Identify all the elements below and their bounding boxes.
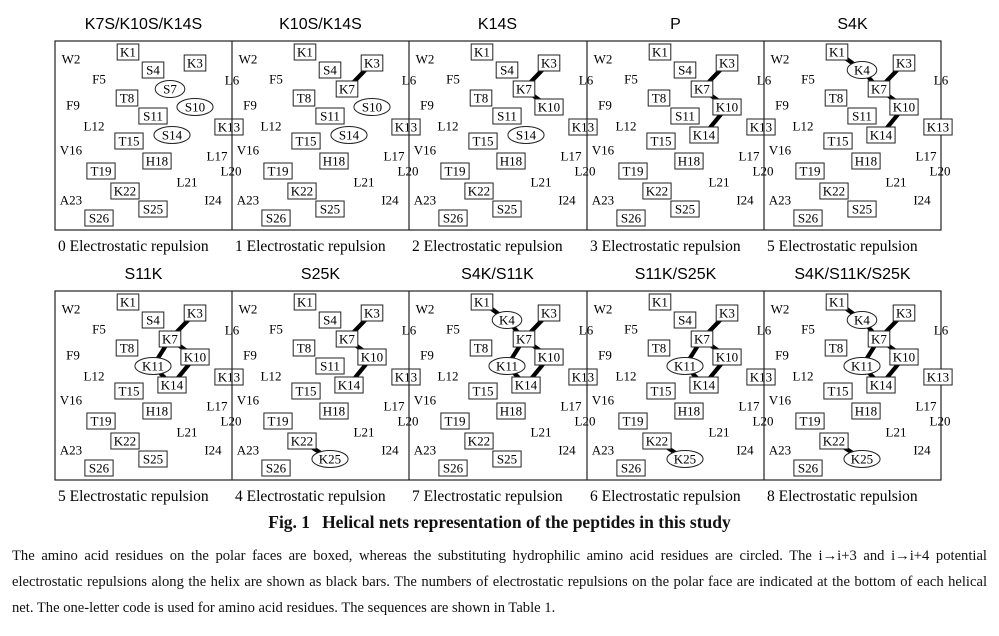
residue-k3: K3 bbox=[719, 55, 735, 71]
residue-t8: T8 bbox=[828, 90, 844, 106]
residue-f5: F5 bbox=[624, 321, 638, 337]
helical-net-panel bbox=[409, 16, 597, 255]
residue-t8: T8 bbox=[119, 90, 135, 106]
residue-a23: A23 bbox=[59, 192, 83, 208]
residue-s4: S4 bbox=[146, 62, 160, 78]
residue-k1: K1 bbox=[829, 44, 845, 60]
residue-l20: L20 bbox=[397, 163, 419, 179]
residue-v16: V16 bbox=[236, 392, 260, 408]
residue-k14: K14 bbox=[869, 377, 893, 393]
residue-w2: W2 bbox=[238, 301, 258, 317]
residue-f9: F9 bbox=[420, 97, 434, 113]
panel-title: S25K bbox=[300, 266, 341, 283]
residue-w2: W2 bbox=[593, 51, 613, 67]
residue-t19: T19 bbox=[267, 163, 289, 179]
residue-k3: K3 bbox=[541, 305, 557, 321]
residue-k11: K11 bbox=[142, 358, 164, 374]
residue-t15: T15 bbox=[118, 383, 140, 399]
residue-k4: K4 bbox=[854, 62, 870, 78]
residue-t8: T8 bbox=[473, 340, 489, 356]
residue-t8: T8 bbox=[651, 90, 667, 106]
helical-net-panel bbox=[232, 266, 420, 505]
residue-l21: L21 bbox=[530, 424, 552, 440]
residue-i24: I24 bbox=[558, 192, 576, 208]
residue-k10: K10 bbox=[360, 349, 384, 365]
residue-t19: T19 bbox=[622, 163, 644, 179]
residue-k3: K3 bbox=[187, 55, 203, 71]
residue-s10: S10 bbox=[361, 99, 383, 115]
helical-net-panel bbox=[764, 16, 952, 255]
residue-k22: K22 bbox=[467, 433, 491, 449]
residue-l17: L17 bbox=[738, 148, 760, 164]
residue-t8: T8 bbox=[473, 90, 489, 106]
residue-l12: L12 bbox=[83, 118, 105, 134]
residue-k7: K7 bbox=[162, 331, 178, 347]
residue-h18: H18 bbox=[854, 403, 878, 419]
residue-h18: H18 bbox=[677, 403, 701, 419]
residue-s7: S7 bbox=[163, 81, 177, 97]
residue-s26: S26 bbox=[88, 460, 110, 476]
residue-s25: S25 bbox=[496, 451, 518, 467]
residue-k7: K7 bbox=[516, 81, 532, 97]
residue-k10: K10 bbox=[537, 349, 561, 365]
residue-l21: L21 bbox=[176, 424, 198, 440]
residue-l20: L20 bbox=[929, 163, 951, 179]
repulsion-count: 3 Electrostatic repulsion bbox=[590, 238, 741, 255]
residue-l12: L12 bbox=[260, 118, 282, 134]
residue-k1: K1 bbox=[120, 294, 136, 310]
residue-k10: K10 bbox=[892, 349, 916, 365]
residue-k25: K25 bbox=[850, 451, 874, 467]
residue-t15: T15 bbox=[650, 383, 672, 399]
residue-s26: S26 bbox=[265, 210, 287, 226]
repulsion-count: 7 Electrostatic repulsion bbox=[412, 488, 563, 505]
repulsion-count: 1 Electrostatic repulsion bbox=[235, 238, 386, 255]
residue-s26: S26 bbox=[88, 210, 110, 226]
residue-l17: L17 bbox=[206, 398, 228, 414]
residue-k22: K22 bbox=[113, 183, 137, 199]
residue-l21: L21 bbox=[530, 174, 552, 190]
helical-net-panel bbox=[587, 16, 775, 255]
residue-k14: K14 bbox=[160, 377, 184, 393]
residue-s25: S25 bbox=[851, 201, 873, 217]
residue-k13: K13 bbox=[394, 119, 418, 135]
residue-l21: L21 bbox=[708, 174, 730, 190]
residue-s26: S26 bbox=[265, 460, 287, 476]
residue-l6: L6 bbox=[224, 322, 240, 338]
residue-l20: L20 bbox=[220, 163, 242, 179]
residue-l20: L20 bbox=[397, 413, 419, 429]
residue-l21: L21 bbox=[885, 424, 907, 440]
residue-t19: T19 bbox=[622, 413, 644, 429]
residue-l21: L21 bbox=[353, 174, 375, 190]
residue-k22: K22 bbox=[467, 183, 491, 199]
residue-k13: K13 bbox=[749, 119, 773, 135]
residue-k7: K7 bbox=[339, 331, 355, 347]
residue-k14: K14 bbox=[514, 377, 538, 393]
residue-k22: K22 bbox=[290, 183, 314, 199]
residue-s4: S4 bbox=[678, 312, 692, 328]
residue-k7: K7 bbox=[694, 81, 710, 97]
residue-k13: K13 bbox=[926, 369, 950, 385]
residue-k22: K22 bbox=[822, 183, 846, 199]
residue-k10: K10 bbox=[715, 99, 739, 115]
residue-t15: T15 bbox=[472, 133, 494, 149]
residue-w2: W2 bbox=[770, 51, 790, 67]
helical-net-panel bbox=[764, 266, 952, 505]
residue-s25: S25 bbox=[319, 201, 341, 217]
residue-t19: T19 bbox=[799, 163, 821, 179]
helical-net-panel bbox=[232, 16, 420, 255]
residue-t19: T19 bbox=[444, 413, 466, 429]
residue-s4: S4 bbox=[678, 62, 692, 78]
residue-a23: A23 bbox=[236, 442, 260, 458]
residue-t8: T8 bbox=[828, 340, 844, 356]
residue-s26: S26 bbox=[442, 460, 464, 476]
residue-k1: K1 bbox=[297, 44, 313, 60]
residue-w2: W2 bbox=[61, 301, 81, 317]
residue-k7: K7 bbox=[694, 331, 710, 347]
residue-l20: L20 bbox=[574, 413, 596, 429]
residue-k14: K14 bbox=[869, 127, 893, 143]
repulsion-count: 8 Electrostatic repulsion bbox=[767, 488, 918, 505]
repulsion-count: 4 Electrostatic repulsion bbox=[235, 488, 386, 505]
residue-w2: W2 bbox=[415, 51, 435, 67]
residue-f5: F5 bbox=[801, 321, 815, 337]
residue-k3: K3 bbox=[896, 55, 912, 71]
repulsion-count: 0 Electrostatic repulsion bbox=[58, 238, 209, 255]
residue-l6: L6 bbox=[401, 72, 417, 88]
residue-w2: W2 bbox=[593, 301, 613, 317]
residue-l6: L6 bbox=[224, 72, 240, 88]
residue-l12: L12 bbox=[437, 118, 459, 134]
residue-s11: S11 bbox=[675, 108, 695, 124]
figure-caption: The amino acid residues on the polar faces are boxed, whereas the substituting hydrophilic amino acid residues are circled. The i→i+3 and i→i+4 potential electrostatic repulsions along the helix are shown as black bars. The numbers of electrostatic repulsions on the polar face are indicated at the bottom of each helical net. The one-letter code is used for amino acid residues. The sequences are shown in Table 1. bbox=[12, 548, 987, 616]
residue-s10: S10 bbox=[184, 99, 206, 115]
residue-h18: H18 bbox=[499, 403, 523, 419]
residue-l21: L21 bbox=[176, 174, 198, 190]
residue-k14: K14 bbox=[692, 377, 716, 393]
residue-l17: L17 bbox=[383, 398, 405, 414]
residue-k1: K1 bbox=[120, 44, 136, 60]
residue-h18: H18 bbox=[322, 403, 346, 419]
residue-k3: K3 bbox=[719, 305, 735, 321]
residue-k25: K25 bbox=[673, 451, 697, 467]
residue-l21: L21 bbox=[353, 424, 375, 440]
residue-l12: L12 bbox=[437, 368, 459, 384]
residue-h18: H18 bbox=[499, 153, 523, 169]
residue-f5: F5 bbox=[269, 71, 283, 87]
residue-w2: W2 bbox=[61, 51, 81, 67]
residue-v16: V16 bbox=[413, 392, 437, 408]
residue-k3: K3 bbox=[187, 305, 203, 321]
residue-s4: S4 bbox=[500, 62, 514, 78]
residue-k22: K22 bbox=[645, 433, 669, 449]
residue-s11: S11 bbox=[320, 108, 340, 124]
residue-t19: T19 bbox=[90, 413, 112, 429]
residue-v16: V16 bbox=[59, 392, 83, 408]
residue-t8: T8 bbox=[119, 340, 135, 356]
residue-l20: L20 bbox=[574, 163, 596, 179]
residue-f9: F9 bbox=[66, 347, 80, 363]
residue-t15: T15 bbox=[118, 133, 140, 149]
residue-f5: F5 bbox=[801, 71, 815, 87]
residue-l17: L17 bbox=[206, 148, 228, 164]
residue-f9: F9 bbox=[775, 97, 789, 113]
residue-f5: F5 bbox=[269, 321, 283, 337]
residue-k10: K10 bbox=[715, 349, 739, 365]
residue-a23: A23 bbox=[591, 442, 615, 458]
residue-k3: K3 bbox=[364, 55, 380, 71]
residue-i24: I24 bbox=[736, 442, 754, 458]
residue-l6: L6 bbox=[756, 322, 772, 338]
residue-i24: I24 bbox=[204, 442, 222, 458]
residue-v16: V16 bbox=[236, 142, 260, 158]
residue-l21: L21 bbox=[708, 424, 730, 440]
residue-l17: L17 bbox=[738, 398, 760, 414]
residue-k11: K11 bbox=[496, 358, 518, 374]
residue-k7: K7 bbox=[339, 81, 355, 97]
residue-l6: L6 bbox=[578, 72, 594, 88]
residue-t15: T15 bbox=[827, 383, 849, 399]
residue-k13: K13 bbox=[571, 119, 595, 135]
residue-k11: K11 bbox=[674, 358, 696, 374]
figure-label: Fig. 1 bbox=[268, 512, 311, 532]
panel-title: K14S bbox=[477, 16, 518, 33]
residue-f5: F5 bbox=[624, 71, 638, 87]
residue-k14: K14 bbox=[692, 127, 716, 143]
residue-k22: K22 bbox=[645, 183, 669, 199]
repulsion-count: 5 Electrostatic repulsion bbox=[767, 238, 918, 255]
residue-a23: A23 bbox=[591, 192, 615, 208]
residue-i24: I24 bbox=[381, 442, 399, 458]
residue-v16: V16 bbox=[768, 142, 792, 158]
residue-l17: L17 bbox=[383, 148, 405, 164]
figure-title-text: Helical nets representation of the peptides in this study bbox=[322, 512, 731, 532]
residue-s4: S4 bbox=[323, 62, 337, 78]
residue-s14: S14 bbox=[515, 127, 537, 143]
panel-title: K10S/K14S bbox=[279, 16, 362, 33]
residue-k1: K1 bbox=[297, 294, 313, 310]
residue-a23: A23 bbox=[59, 442, 83, 458]
residue-t8: T8 bbox=[651, 340, 667, 356]
residue-a23: A23 bbox=[413, 192, 437, 208]
residue-l12: L12 bbox=[615, 368, 637, 384]
figure-title bbox=[0, 512, 999, 533]
helical-net-panel bbox=[58, 266, 243, 505]
residue-t15: T15 bbox=[295, 383, 317, 399]
residue-l6: L6 bbox=[578, 322, 594, 338]
residue-i24: I24 bbox=[558, 442, 576, 458]
residue-k10: K10 bbox=[183, 349, 207, 365]
residue-s26: S26 bbox=[797, 210, 819, 226]
residue-f9: F9 bbox=[420, 347, 434, 363]
residue-l20: L20 bbox=[752, 413, 774, 429]
residue-k1: K1 bbox=[474, 44, 490, 60]
residue-i24: I24 bbox=[913, 192, 931, 208]
repulsion-count: 2 Electrostatic repulsion bbox=[412, 238, 563, 255]
residue-t19: T19 bbox=[444, 163, 466, 179]
panel-title: K7S/K10S/K14S bbox=[84, 16, 203, 33]
residue-k1: K1 bbox=[652, 294, 668, 310]
residue-t19: T19 bbox=[90, 163, 112, 179]
residue-l20: L20 bbox=[220, 413, 242, 429]
residue-l17: L17 bbox=[915, 148, 937, 164]
residue-v16: V16 bbox=[591, 392, 615, 408]
residue-k11: K11 bbox=[851, 358, 873, 374]
residue-l12: L12 bbox=[792, 118, 814, 134]
residue-f9: F9 bbox=[598, 347, 612, 363]
residue-s4: S4 bbox=[146, 312, 160, 328]
residue-s11: S11 bbox=[143, 108, 163, 124]
residue-i24: I24 bbox=[913, 442, 931, 458]
residue-v16: V16 bbox=[59, 142, 83, 158]
residue-l12: L12 bbox=[792, 368, 814, 384]
residue-f5: F5 bbox=[446, 71, 460, 87]
residue-l6: L6 bbox=[401, 322, 417, 338]
residue-s11: S11 bbox=[497, 108, 517, 124]
residue-f9: F9 bbox=[66, 97, 80, 113]
helical-net-panel bbox=[587, 266, 775, 505]
residue-l17: L17 bbox=[915, 398, 937, 414]
helical-net-panel bbox=[409, 266, 597, 505]
residue-k13: K13 bbox=[571, 369, 595, 385]
residue-h18: H18 bbox=[145, 403, 169, 419]
residue-k1: K1 bbox=[474, 294, 490, 310]
residue-k13: K13 bbox=[217, 369, 241, 385]
residue-k13: K13 bbox=[394, 369, 418, 385]
residue-s25: S25 bbox=[496, 201, 518, 217]
residue-f5: F5 bbox=[446, 321, 460, 337]
residue-k13: K13 bbox=[926, 119, 950, 135]
residue-s14: S14 bbox=[338, 127, 360, 143]
residue-k14: K14 bbox=[337, 377, 361, 393]
helical-net-panel bbox=[58, 16, 243, 255]
residue-w2: W2 bbox=[415, 301, 435, 317]
residue-k22: K22 bbox=[822, 433, 846, 449]
residue-l6: L6 bbox=[933, 322, 949, 338]
residue-k7: K7 bbox=[516, 331, 532, 347]
residue-f5: F5 bbox=[92, 321, 106, 337]
residue-k13: K13 bbox=[217, 119, 241, 135]
residue-i24: I24 bbox=[204, 192, 222, 208]
residue-k3: K3 bbox=[896, 305, 912, 321]
residue-l6: L6 bbox=[933, 72, 949, 88]
residue-s14: S14 bbox=[161, 127, 183, 143]
residue-l12: L12 bbox=[615, 118, 637, 134]
residue-k22: K22 bbox=[290, 433, 314, 449]
panel-title: S4K bbox=[837, 16, 868, 33]
residue-a23: A23 bbox=[768, 192, 792, 208]
panel-title: S11K/S25K bbox=[634, 266, 717, 283]
residue-k25: K25 bbox=[318, 451, 342, 467]
residue-k7: K7 bbox=[871, 331, 887, 347]
residue-l20: L20 bbox=[929, 413, 951, 429]
residue-i24: I24 bbox=[736, 192, 754, 208]
residue-s26: S26 bbox=[797, 460, 819, 476]
residue-v16: V16 bbox=[768, 392, 792, 408]
residue-l12: L12 bbox=[83, 368, 105, 384]
panel-title: P bbox=[670, 16, 681, 33]
residue-v16: V16 bbox=[591, 142, 615, 158]
residue-t15: T15 bbox=[827, 133, 849, 149]
residue-s11: S11 bbox=[320, 358, 340, 374]
residue-k3: K3 bbox=[541, 55, 557, 71]
residue-k4: K4 bbox=[854, 312, 870, 328]
residue-f5: F5 bbox=[92, 71, 106, 87]
residue-l17: L17 bbox=[560, 148, 582, 164]
residue-f9: F9 bbox=[243, 97, 257, 113]
residue-s25: S25 bbox=[142, 451, 164, 467]
residue-s26: S26 bbox=[620, 460, 642, 476]
repulsion-count: 6 Electrostatic repulsion bbox=[590, 488, 741, 505]
residue-s11: S11 bbox=[852, 108, 872, 124]
residue-h18: H18 bbox=[854, 153, 878, 169]
residue-t19: T19 bbox=[267, 413, 289, 429]
residue-a23: A23 bbox=[413, 442, 437, 458]
residue-l20: L20 bbox=[752, 163, 774, 179]
repulsion-count: 5 Electrostatic repulsion bbox=[58, 488, 209, 505]
residue-k10: K10 bbox=[537, 99, 561, 115]
residue-k22: K22 bbox=[113, 433, 137, 449]
figure-caption-block bbox=[0, 512, 999, 621]
residue-w2: W2 bbox=[770, 301, 790, 317]
residue-f9: F9 bbox=[598, 97, 612, 113]
residue-a23: A23 bbox=[236, 192, 260, 208]
residue-h18: H18 bbox=[677, 153, 701, 169]
residue-l21: L21 bbox=[885, 174, 907, 190]
residue-s25: S25 bbox=[674, 201, 696, 217]
residue-s25: S25 bbox=[142, 201, 164, 217]
panel-title: S11K bbox=[124, 266, 163, 283]
residue-l17: L17 bbox=[560, 398, 582, 414]
residue-k3: K3 bbox=[364, 305, 380, 321]
residue-h18: H18 bbox=[322, 153, 346, 169]
residue-k7: K7 bbox=[871, 81, 887, 97]
panel-title: S4K/S11K bbox=[461, 266, 534, 283]
residue-a23: A23 bbox=[768, 442, 792, 458]
residue-f9: F9 bbox=[243, 347, 257, 363]
residue-k4: K4 bbox=[499, 312, 515, 328]
residue-w2: W2 bbox=[238, 51, 258, 67]
residue-t15: T15 bbox=[472, 383, 494, 399]
residue-h18: H18 bbox=[145, 153, 169, 169]
residue-t19: T19 bbox=[799, 413, 821, 429]
residue-v16: V16 bbox=[413, 142, 437, 158]
residue-f9: F9 bbox=[775, 347, 789, 363]
residue-t15: T15 bbox=[650, 133, 672, 149]
residue-t8: T8 bbox=[296, 340, 312, 356]
residue-l6: L6 bbox=[756, 72, 772, 88]
residue-t15: T15 bbox=[295, 133, 317, 149]
residue-t8: T8 bbox=[296, 90, 312, 106]
residue-s26: S26 bbox=[620, 210, 642, 226]
residue-k13: K13 bbox=[749, 369, 773, 385]
residue-k1: K1 bbox=[652, 44, 668, 60]
residue-l12: L12 bbox=[260, 368, 282, 384]
residue-k10: K10 bbox=[892, 99, 916, 115]
residue-i24: I24 bbox=[381, 192, 399, 208]
panel-title: S4K/S11K/S25K bbox=[794, 266, 911, 283]
residue-k1: K1 bbox=[829, 294, 845, 310]
residue-s26: S26 bbox=[442, 210, 464, 226]
residue-s4: S4 bbox=[323, 312, 337, 328]
